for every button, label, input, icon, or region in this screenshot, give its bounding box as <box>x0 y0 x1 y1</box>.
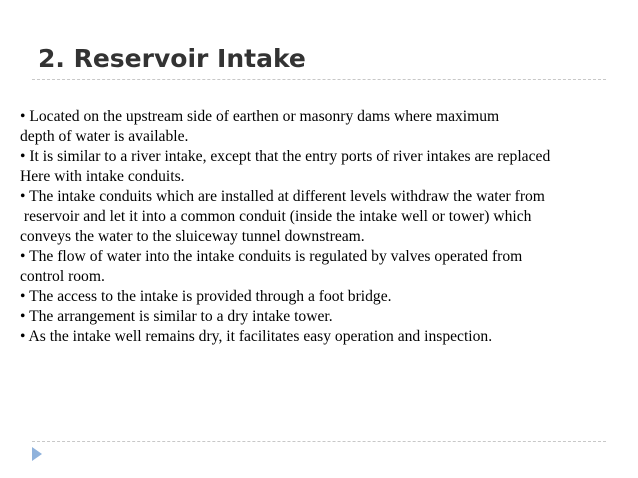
arrow-shape <box>32 447 42 461</box>
title-divider <box>32 79 606 80</box>
body-line: conveys the water to the sluiceway tunnel downstream. <box>20 228 365 245</box>
body-line: depth of water is available. <box>20 128 189 145</box>
body-line: • The flow of water into the intake conduits is regulated by valves operated from <box>20 248 523 265</box>
next-slide-arrow-icon[interactable] <box>31 446 43 462</box>
body-line: • As the intake well remains dry, it facilitates easy operation and inspection. <box>20 328 493 345</box>
body-line: reservoir and let it into a common conduit (inside the intake well or tower) which <box>20 208 532 225</box>
body-line: • The access to the intake is provided through a foot bridge. <box>20 288 392 305</box>
slide-title: 2. Reservoir Intake <box>38 44 306 73</box>
body-line: • It is similar to a river intake, except that the entry ports of river intakes are replaced <box>20 148 551 165</box>
body-line: Here with intake conduits. <box>20 168 185 185</box>
body-line: • The arrangement is similar to a dry intake tower. <box>20 308 333 325</box>
body-line: control room. <box>20 268 105 285</box>
footer-divider <box>32 441 606 442</box>
slide-body <box>20 107 630 347</box>
body-line: • Located on the upstream side of earthen or masonry dams where maximum <box>20 108 500 125</box>
body-line: • The intake conduits which are installed at different levels withdraw the water from <box>20 188 545 205</box>
